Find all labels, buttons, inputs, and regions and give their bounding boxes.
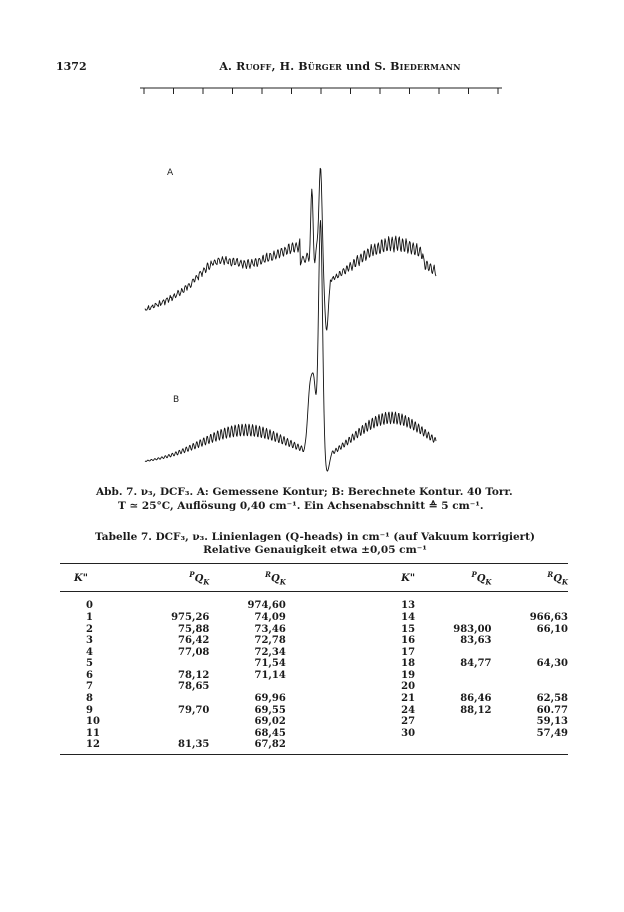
- cell-pq-left: [142, 728, 209, 740]
- cell-pq-left: 75,88: [178, 623, 210, 635]
- measured-contour-trace: [145, 168, 436, 330]
- cell-pq-right: 88,12: [460, 704, 492, 716]
- cell-pq-left: 79,70: [178, 704, 210, 716]
- cell-k-right: 20: [401, 681, 416, 693]
- cell-pq-left: 975,26: [171, 611, 210, 623]
- cell-rq-right: [492, 592, 568, 612]
- cell-k-left: 8: [86, 693, 93, 705]
- cell-rq-left: 67,82: [209, 739, 285, 754]
- cell-rq-left: 68,45: [254, 727, 286, 739]
- cell-k-left: 11: [86, 727, 100, 739]
- cell-pq-left: [142, 658, 209, 670]
- cell-rq-right: 57,49: [536, 727, 568, 739]
- cell-k-left: 0: [86, 600, 93, 612]
- table-caption: [90, 531, 540, 557]
- table-caption-line-2: Relative Genauigkeit etwa ±0,05 cm⁻¹: [203, 544, 427, 556]
- cell-pq-left: 81,35: [142, 739, 209, 754]
- authors-sep-2: und S.: [341, 60, 391, 73]
- cell-rq-left: 74,09: [254, 611, 286, 623]
- header-pq-right: $^PQ_K$: [415, 564, 491, 592]
- header-rq-right: $^RQ_K$: [492, 564, 568, 592]
- spectrum-figure: [140, 78, 510, 480]
- cell-rq-right: 62,58: [536, 693, 568, 705]
- cell-k-left: 5: [86, 658, 93, 670]
- cell-k-left: 9: [86, 704, 93, 716]
- cell-pq-left: [142, 716, 209, 728]
- cell-k-left: 3: [86, 635, 93, 647]
- cell-pq-right: 86,46: [460, 693, 492, 705]
- table-header-row: [60, 564, 568, 592]
- figure-caption-line-1: Abb. 7. ν₃, DCF₃. A: Gemessene Kontur; B: Berechnete Kontur. 40 Torr.: [96, 486, 513, 498]
- cell-rq-right: 64,30: [536, 658, 568, 670]
- cell-pq-right: [415, 681, 491, 693]
- cell-pq-left: [142, 592, 209, 612]
- calculated-contour-trace: [145, 221, 436, 472]
- cell-rq-left: 69,55: [254, 704, 286, 716]
- panel-a-label: A: [167, 168, 174, 178]
- cell-k-left: 2: [86, 623, 93, 635]
- cell-pq-left: 77,08: [178, 646, 210, 658]
- cell-rq-right: [492, 647, 568, 659]
- cell-k-right: 18: [401, 658, 416, 670]
- table-row: [60, 681, 568, 693]
- cell-rq-right: [492, 681, 568, 693]
- author-buerger: Bürger: [298, 60, 342, 73]
- cell-pq-left: [142, 693, 209, 705]
- table-row: [60, 658, 568, 670]
- cell-pq-right: 983,00: [453, 623, 492, 635]
- cell-rq-left: 69,96: [254, 693, 286, 705]
- cell-rq-right: 60.77: [536, 704, 568, 716]
- cell-rq-left: 72,34: [254, 646, 286, 658]
- cell-pq-right: [415, 716, 491, 728]
- cell-k-left: 7: [86, 681, 93, 693]
- page-number: 1372: [56, 60, 87, 73]
- table-row: [60, 624, 568, 636]
- header-k-right: K": [286, 564, 415, 592]
- cell-k-right: [286, 739, 415, 754]
- cell-rq-right: [492, 670, 568, 682]
- cell-k-left: 10: [86, 716, 100, 728]
- cell-k-right: 15: [401, 623, 416, 635]
- cell-pq-left: 76,42: [178, 635, 210, 647]
- cell-k-right: 24: [401, 704, 416, 716]
- cell-rq-right: 66,10: [536, 623, 568, 635]
- cell-pq-right: [415, 728, 491, 740]
- cell-rq-left: 71,54: [254, 658, 286, 670]
- ruler-ticks: [144, 88, 498, 94]
- panel-b-label: B: [173, 395, 180, 405]
- running-head: [150, 60, 530, 73]
- spectrum-plot: [140, 78, 510, 480]
- cell-k-right: 27: [401, 716, 416, 728]
- cell-rq-left: 73,46: [254, 623, 286, 635]
- cell-rq-right: [492, 739, 568, 754]
- cell-rq-left: 72,78: [254, 635, 286, 647]
- table-row: [60, 635, 568, 647]
- table-row: [60, 693, 568, 705]
- cell-rq-left: 71,14: [254, 669, 286, 681]
- table-row: [60, 728, 568, 740]
- cell-rq-right: [492, 635, 568, 647]
- table-caption-line-1: Tabelle 7. DCF₃, ν₃. Linienlagen (Q-heads) in cm⁻¹ (auf Vakuum korrigiert): [95, 531, 535, 543]
- authors-prefix: A.: [219, 60, 237, 73]
- cell-rq-right: 59,13: [536, 716, 568, 728]
- cell-rq-right: 966,63: [529, 611, 568, 623]
- cell-rq-left: 69,02: [254, 716, 286, 728]
- cell-pq-left: 78,12: [178, 669, 210, 681]
- cell-k-right: 13: [401, 600, 416, 612]
- cell-pq-right: 83,63: [460, 635, 492, 647]
- cell-k-right: 16: [401, 635, 416, 647]
- header-pq-left: $^PQ_K$: [142, 564, 209, 592]
- line-positions-table: [60, 563, 568, 755]
- cell-pq-left: 78,65: [178, 681, 210, 693]
- cell-k-left: 6: [86, 669, 93, 681]
- cell-k-left: 1: [86, 611, 93, 623]
- cell-k-right: 30: [401, 727, 416, 739]
- cell-rq-left: [209, 681, 285, 693]
- table-row: [60, 739, 568, 754]
- figure-caption-line-2: T ≃ 25°C, Auflösung 0,40 cm⁻¹. Ein Achsenabschnitt ≙ 5 cm⁻¹.: [118, 500, 484, 512]
- cell-pq-right: [415, 647, 491, 659]
- header-k-left: K": [60, 564, 142, 592]
- cell-k-left: 12: [60, 739, 142, 754]
- cell-pq-right: [415, 612, 491, 624]
- table-row: [60, 647, 568, 659]
- cell-pq-right: [415, 592, 491, 612]
- table-row: [60, 670, 568, 682]
- cell-k-left: 4: [86, 646, 93, 658]
- header-rq-left: $^RQ_K$: [209, 564, 285, 592]
- table-row: [60, 612, 568, 624]
- author-biedermann: Biedermann: [390, 60, 461, 73]
- cell-pq-right: 84,77: [460, 658, 492, 670]
- table-row: [60, 716, 568, 728]
- cell-rq-left: 974,60: [247, 600, 286, 612]
- table-row: [60, 592, 568, 612]
- cell-k-right: 17: [401, 646, 416, 658]
- figure-caption: [96, 485, 536, 513]
- cell-k-right: 19: [401, 669, 416, 681]
- table-row: [60, 705, 568, 717]
- table-body: [60, 592, 568, 755]
- cell-pq-right: [415, 670, 491, 682]
- authors-sep-1: , H.: [271, 60, 299, 73]
- cell-pq-right: [415, 739, 491, 754]
- cell-k-right: 14: [401, 611, 416, 623]
- author-ruoff: Ruoff: [236, 60, 272, 73]
- cell-k-right: 21: [401, 693, 416, 705]
